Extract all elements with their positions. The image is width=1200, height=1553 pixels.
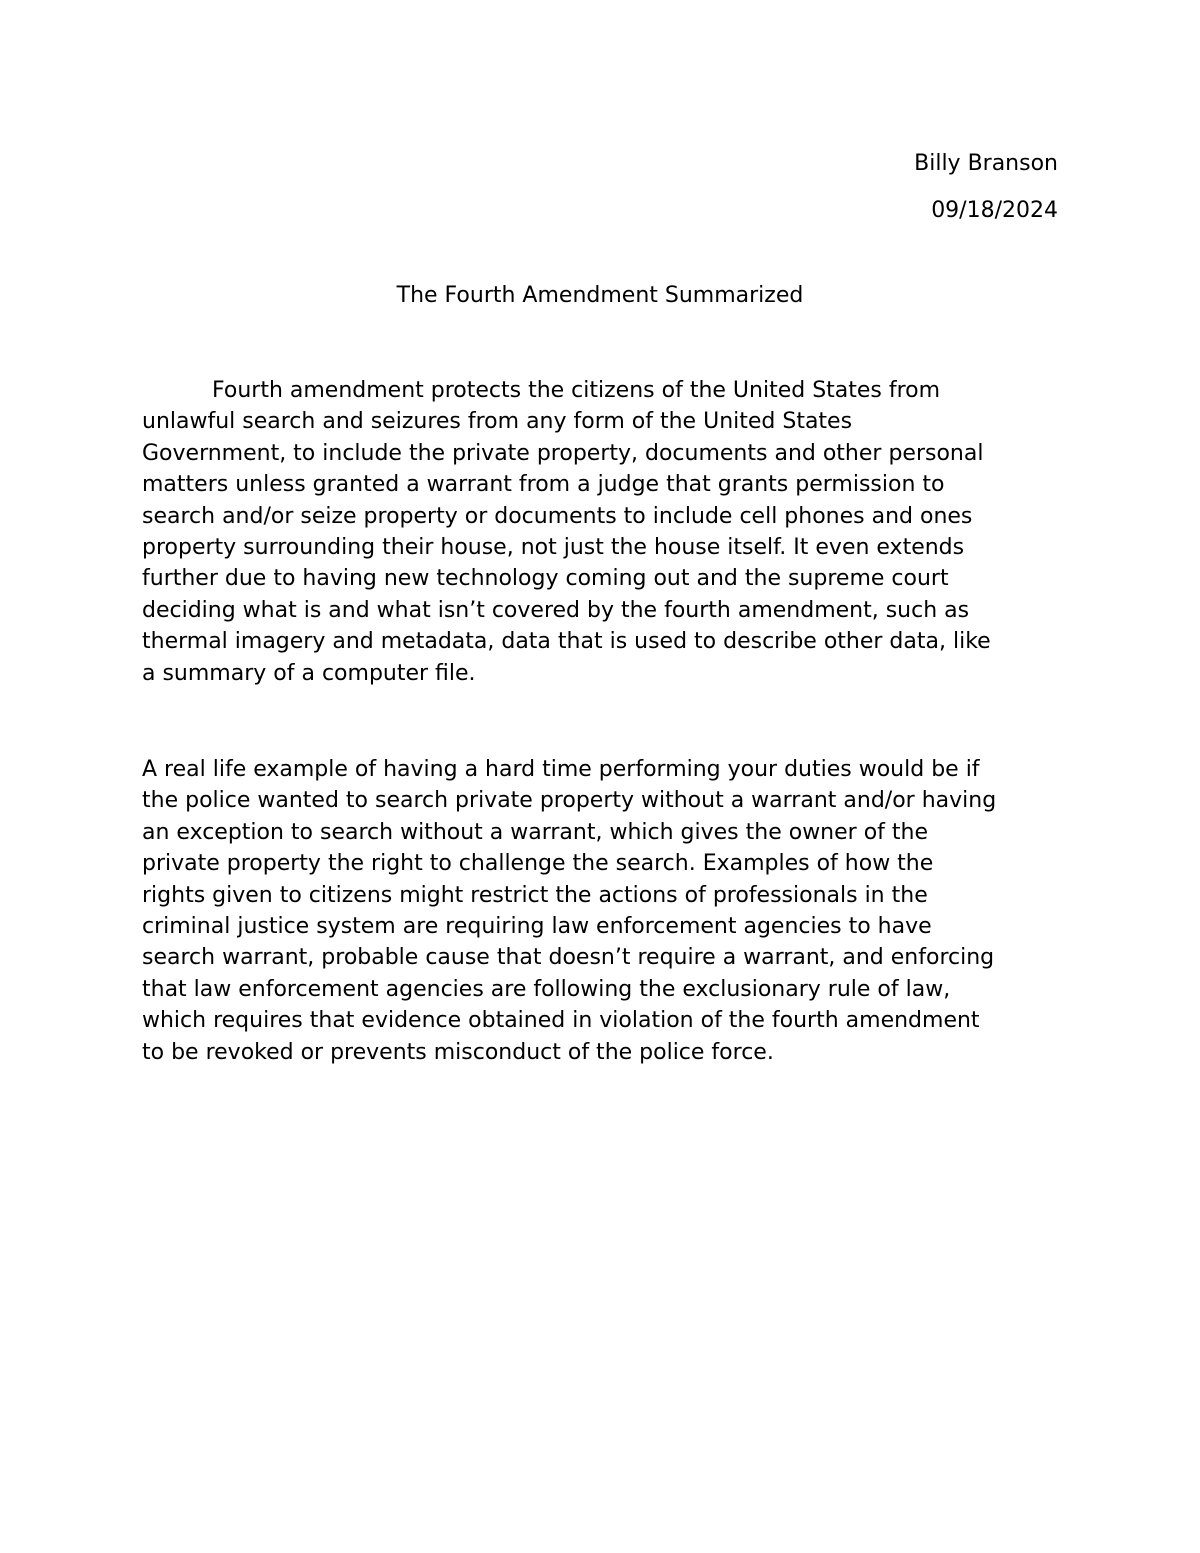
paragraph-line: deciding what is and what isn’t covered by the fourth amendment, such as [142, 597, 970, 623]
paragraph-line: a summary of a computer file. [142, 660, 476, 686]
author-name: Billy Branson [914, 151, 1058, 176]
paragraph-line: property surrounding their house, not just the house itself. It even extends [142, 535, 965, 561]
paragraph-line: Fourth amendment protects the citizens of the United States from [212, 378, 941, 403]
document-date: 09/18/2024 [931, 198, 1058, 223]
paragraph-line: unlawful search and seizures from any form of the United States [142, 409, 853, 435]
paragraph-line: further due to having new technology coming out and the supreme court [142, 566, 949, 592]
paragraph-line: that law enforcement agencies are following the exclusionary rule of law, [142, 976, 951, 1002]
paragraph-line: search and/or seize property or documents to include cell phones and ones [142, 503, 973, 529]
paragraph-1 [142, 375, 1062, 689]
paragraph-line: search warrant, probable cause that doesn’t require a warrant, and enforcing [142, 945, 995, 971]
paragraph-line: thermal imagery and metadata, data that is used to describe other data, like [142, 629, 991, 655]
paragraph-line: which requires that evidence obtained in violation of the fourth amendment [142, 1008, 980, 1034]
paragraph-line: the police wanted to search private property without a warrant and/or having [142, 788, 997, 814]
document-title: The Fourth Amendment Summarized [396, 283, 804, 308]
paragraph-line: an exception to search without a warrant, which gives the owner of the [142, 819, 929, 845]
paragraph-2 [142, 754, 1062, 1068]
header-block [914, 140, 1058, 234]
paragraph-line: Government, to include the private property, documents and other personal [142, 440, 984, 466]
paragraph-line: A real life example of having a hard time performing your duties would be if [142, 757, 980, 782]
paragraph-line: rights given to citizens might restrict the actions of professionals in the [142, 882, 928, 908]
paragraph-line: criminal justice system are requiring law enforcement agencies to have [142, 914, 932, 940]
paragraph-line: to be revoked or prevents misconduct of the police force. [142, 1039, 774, 1065]
paragraph-line: matters unless granted a warrant from a judge that grants permission to [142, 472, 945, 498]
paragraph-line: private property the right to challenge the search. Examples of how the [142, 851, 934, 877]
